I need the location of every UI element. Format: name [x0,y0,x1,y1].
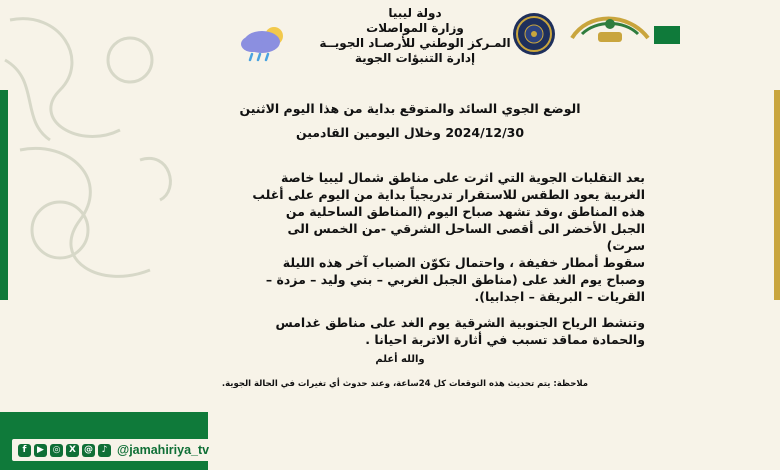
p2-line: والحمادة مماقد تسبب في أثارة الاتربة احيانا . [365,332,645,347]
header-block [300,6,530,66]
youtube-icon[interactable]: ▶ [34,444,47,457]
social-handle[interactable]: @jamahiriya_tv [117,443,210,457]
header-country: دولة ليبيا [388,6,442,20]
forecast-title [200,97,620,145]
x-icon[interactable]: X [66,444,79,457]
flag-mark [654,26,680,44]
paragraph-1 [250,169,645,305]
p1-line: الجبل الأخضر الى أقصى الساحل الشرقي -من الخمس الى سرت) [287,221,645,253]
title-line-1: الوضع الجوي السائد والمتوقع بداية من هذا اليوم الاثنين [239,101,581,116]
cloud-rain-sun-icon [236,20,292,64]
header-ministry: وزارة المواصلات [366,21,464,35]
p1-line: القريات – البريقة – اجدابيا). [474,289,645,304]
header-department: إدارة التنبؤات الجوية [354,51,476,65]
ministry-seal-icon [512,12,556,56]
tiktok-icon[interactable]: ♪ [98,444,111,457]
threads-icon[interactable]: @ [84,444,93,455]
right-accent-bar [774,90,780,300]
title-line-2: 2024/12/30 وخلال اليومين القادمين [295,125,525,140]
p2-line: وتنشط الرياح الجنوبية الشرقية يوم الغد على مناطق غدامس [275,315,645,330]
forecast-body [250,169,645,348]
paragraph-2 [250,314,645,348]
p1-line: هذه المناطق ،وقد تشهد صباح اليوم (المناطق الساحلية من [285,204,645,219]
closing-phrase: والله أعلم [375,354,425,365]
facebook-icon[interactable]: f [18,444,31,457]
p1-line: وصباح يوم الغد على (مناطق الجبل الغربي – بني وليد – مزدة – [265,272,645,287]
p1-line: سقوط أمطار خفيفة ، واحتمال تكوّن الضباب آخر هذه الليلة [282,255,645,270]
instagram-icon[interactable]: ◎ [50,444,63,457]
p1-line: بعد التقلبات الجوية التي اثرت على مناطق شمال ليبيا خاصة [281,170,645,185]
left-accent-bar [0,90,8,300]
update-note: ملاحظة: يتم تحديث هذه التوقعات كل 24ساعة، وعند حدوث أي تغيرات في الحالة الجوية. [221,379,589,389]
header-center: المـركز الوطني للأرصـاد الجويــة [319,36,511,50]
p1-line: الغربية يعود الطقس للاستقرار تدريجياً بداية من اليوم على أغلب [252,187,645,202]
decorative-ornament [0,0,200,330]
state-emblem-icon [568,8,652,48]
social-bar [12,439,248,461]
